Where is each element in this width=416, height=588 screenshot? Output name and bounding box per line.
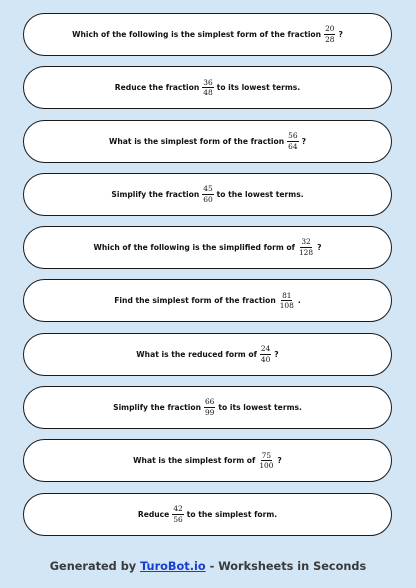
numerator: 56	[288, 130, 298, 140]
question-card-5	[23, 226, 392, 269]
turobot-link[interactable]: TuroBot.io	[140, 560, 206, 573]
footer-prefix: Generated by	[49, 560, 137, 573]
numerator: 66	[204, 397, 215, 407]
question-card-8	[23, 386, 392, 429]
question-card-1	[23, 13, 392, 56]
question-text: What is the simplest form of the fraction	[109, 136, 285, 146]
footer	[0, 560, 416, 573]
question-suffix: to its lowest terms.	[218, 403, 302, 413]
denominator: 56	[173, 514, 183, 524]
question-suffix: ?	[317, 243, 322, 253]
question-text: What is the simplest form of	[133, 456, 256, 466]
fraction	[324, 25, 335, 44]
question-text: Reduce the fraction	[114, 83, 200, 93]
question-text: Simplify the fraction	[113, 403, 201, 413]
numerator: 42	[173, 503, 183, 513]
numerator: 24	[260, 344, 271, 354]
denominator: 28	[325, 35, 335, 44]
question-suffix: to its lowest terms.	[216, 83, 301, 93]
question-suffix: to the simplest form.	[186, 509, 278, 519]
fraction	[258, 452, 274, 471]
question-card-4	[23, 173, 392, 216]
fraction	[202, 185, 213, 204]
question-card-2	[23, 66, 392, 109]
footer-suffix: - Worksheets in Seconds	[209, 560, 367, 573]
fraction	[260, 345, 271, 364]
denominator: 40	[260, 354, 271, 364]
numerator: 75	[261, 450, 272, 460]
fraction	[202, 79, 213, 98]
question-suffix: .	[297, 296, 301, 306]
question-card-6	[23, 279, 392, 322]
question-suffix: to the lowest terms.	[216, 189, 304, 199]
question-card-7	[23, 333, 392, 376]
fraction	[204, 398, 215, 417]
fraction	[172, 505, 183, 524]
question-suffix: ?	[274, 349, 279, 359]
fraction	[279, 292, 295, 311]
question-text: What is the reduced form of	[136, 349, 257, 359]
question-list	[23, 13, 392, 546]
question-text: Simplify the fraction	[111, 189, 200, 199]
denominator: 48	[203, 88, 213, 98]
question-text: Which of the following is the simplified form of	[93, 243, 295, 253]
question-card-9	[23, 439, 392, 482]
denominator: 100	[259, 461, 274, 471]
question-suffix: ?	[277, 456, 282, 466]
numerator: 36	[203, 77, 213, 87]
numerator: 45	[203, 184, 213, 194]
denominator: 64	[288, 141, 298, 151]
question-suffix: ?	[301, 136, 306, 146]
numerator: 81	[282, 290, 292, 300]
fraction	[298, 238, 314, 257]
numerator: 32	[301, 237, 311, 247]
question-suffix: ?	[338, 30, 343, 39]
denominator: 99	[204, 408, 215, 418]
denominator: 128	[298, 248, 314, 258]
question-text: Reduce	[137, 509, 170, 519]
question-card-3	[23, 120, 392, 163]
denominator: 60	[203, 194, 213, 204]
fraction	[287, 132, 298, 151]
numerator: 20	[325, 24, 335, 34]
question-text: Find the simplest form of the fraction	[114, 296, 276, 306]
denominator: 108	[279, 301, 294, 311]
question-text: Which of the following is the simplest form of the fraction	[72, 30, 322, 39]
question-card-10	[23, 493, 392, 536]
